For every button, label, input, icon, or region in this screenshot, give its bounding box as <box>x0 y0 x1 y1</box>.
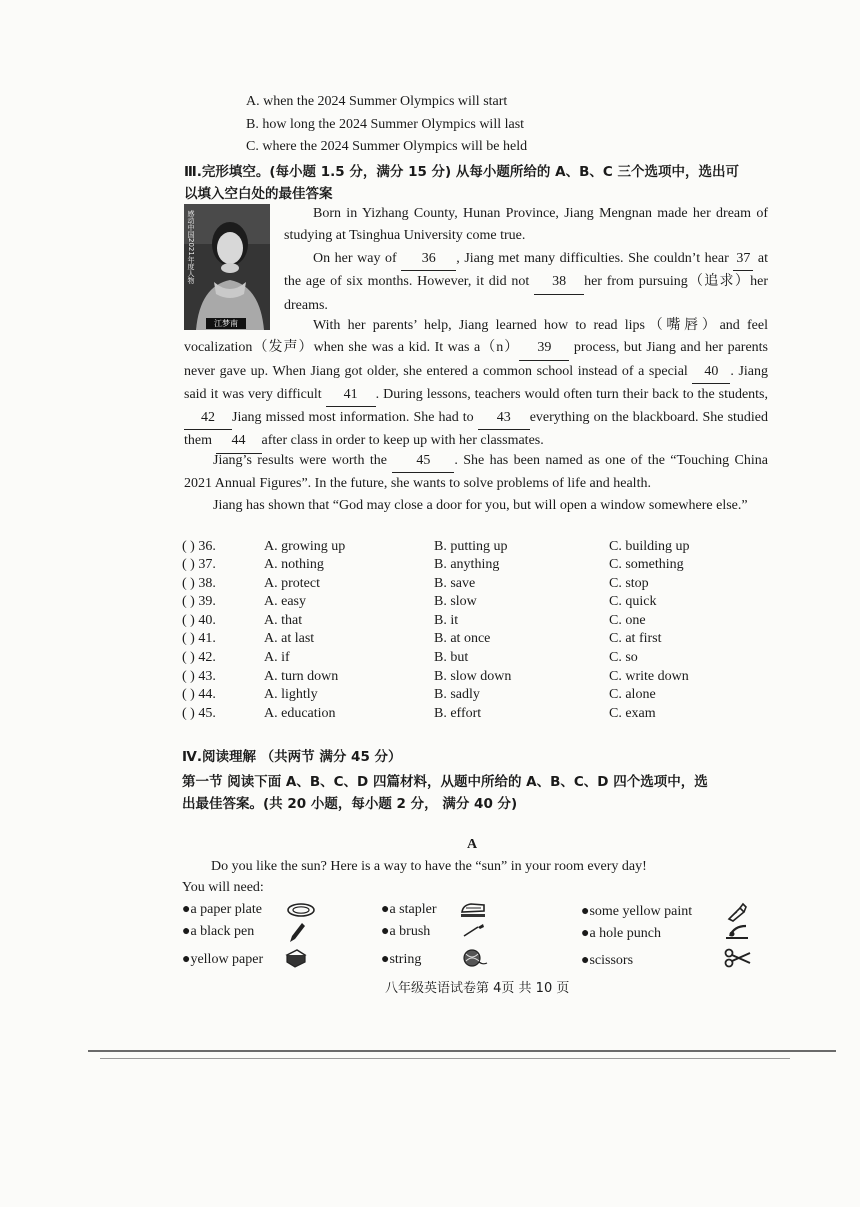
section3-heading-line1: Ⅲ.完形填空。(每小题 1.5 分，满分 15 分) 从每小题所给的 A、B、C 三个选项中，选出可 <box>184 164 739 180</box>
passage-paragraph-5: Jiang has shown that “God may close a door for you, but will open a window somewhere else.” <box>213 498 748 513</box>
material-paper-plate: ●a paper plate <box>182 902 262 917</box>
material-stapler: ●a stapler <box>381 902 437 917</box>
hole-punch-icon <box>724 922 750 942</box>
reading-intro: Do you like the sun? Here is a way to have the “sun” in your room every day! <box>211 859 647 874</box>
photo-side-text: 感动中国2021年度人物 <box>187 210 195 284</box>
jiang-photo <box>184 204 270 330</box>
blank-44: 44 <box>216 430 262 453</box>
paper-stack-icon <box>284 947 308 969</box>
pen-icon <box>287 920 307 944</box>
passage-paragraph-3: With her parents’ help, Jiang learned how to read lips（嘴唇）and feel vocalization（发声）when she was a kid. It was a（n） 39 process, but Jiang and her parents never gave up. When Jiang got older, she entered a common school instead of a special 40 . Jiang said it was very difficult 41 . During lessons, teachers would often turn their back to the students, 42 Jiang missed most information. She had to 43 everything on the blackboard. She studied them 44 after class in order to keep up with her classmates. <box>184 315 768 454</box>
blank-43: 43 <box>478 407 530 430</box>
scan-line-bottom <box>100 1058 790 1059</box>
passage-letter: A <box>467 837 478 852</box>
material-brush: ●a brush <box>381 924 431 939</box>
blank-42: 42 <box>184 407 232 430</box>
material-scissors: ●scissors <box>581 953 634 968</box>
string-ball-icon <box>462 948 488 968</box>
photo-caption: 江梦南 <box>206 318 246 329</box>
paint-tube-icon <box>726 900 748 922</box>
you-will-need: You will need: <box>182 880 264 895</box>
stapler-icon <box>459 900 487 918</box>
passage-paragraph-1: Born in Yizhang County, Hunan Province, Jiang Mengnan made her dream of studying at Tsinghua University come true. <box>284 206 768 244</box>
passage-paragraph-4: Jiang’s results were worth the 45 . She has been named as one of the “Touching China 2021 Annual Figures”. In the future, she wants to solve problems of life and health. <box>184 450 768 496</box>
brush-icon <box>462 922 486 938</box>
passage-paragraph-2: On her way of 36 , Jiang met many difficulties. She couldn’t hear 37 at the age of six months. However, it did not 38 her from pursuing（追求）her dreams. <box>284 248 768 317</box>
prev-option-c: C. where the 2024 Summer Olympics will be held <box>246 139 528 154</box>
material-string: ●string <box>381 952 422 967</box>
material-yellow-paint: ●some yellow paint <box>581 904 693 919</box>
blank-37: 37 <box>733 248 753 271</box>
blank-41: 41 <box>326 384 376 407</box>
blank-45: 45 <box>392 450 454 473</box>
portrait-image <box>184 204 270 330</box>
section4-part1-line2: 出最佳答案。(共 20 小题，每小题 2 分， 满分 40 分) <box>182 796 518 812</box>
blank-36: 36 <box>401 248 456 271</box>
section4-heading: Ⅳ.阅读理解 （共两节 满分 45 分） <box>182 749 402 765</box>
scan-line-top <box>88 1050 836 1052</box>
prev-option-a: A. when the 2024 Summer Olympics will start <box>246 94 508 109</box>
material-black-pen: ●a black pen <box>182 924 255 939</box>
scissors-icon <box>724 948 752 968</box>
page-footer: 八年级英语试卷第 4页 共 10 页 <box>385 981 570 996</box>
blank-38: 38 <box>534 271 584 294</box>
prev-option-b: B. how long the 2024 Summer Olympics will last <box>246 117 525 132</box>
blank-40: 40 <box>692 361 730 384</box>
blank-39: 39 <box>519 337 569 360</box>
material-hole-punch: ●a hole punch <box>581 926 661 941</box>
paper-plate-icon <box>286 902 316 918</box>
section3-heading-line2: 以填入空白处的最佳答案 <box>184 186 333 202</box>
section4-part1-line1: 第一节 阅读下面 A、B、C、D 四篇材料，从题中所给的 A、B、C、D 四个选项中，选 <box>182 774 708 790</box>
material-yellow-paper: ●yellow paper <box>182 952 264 967</box>
